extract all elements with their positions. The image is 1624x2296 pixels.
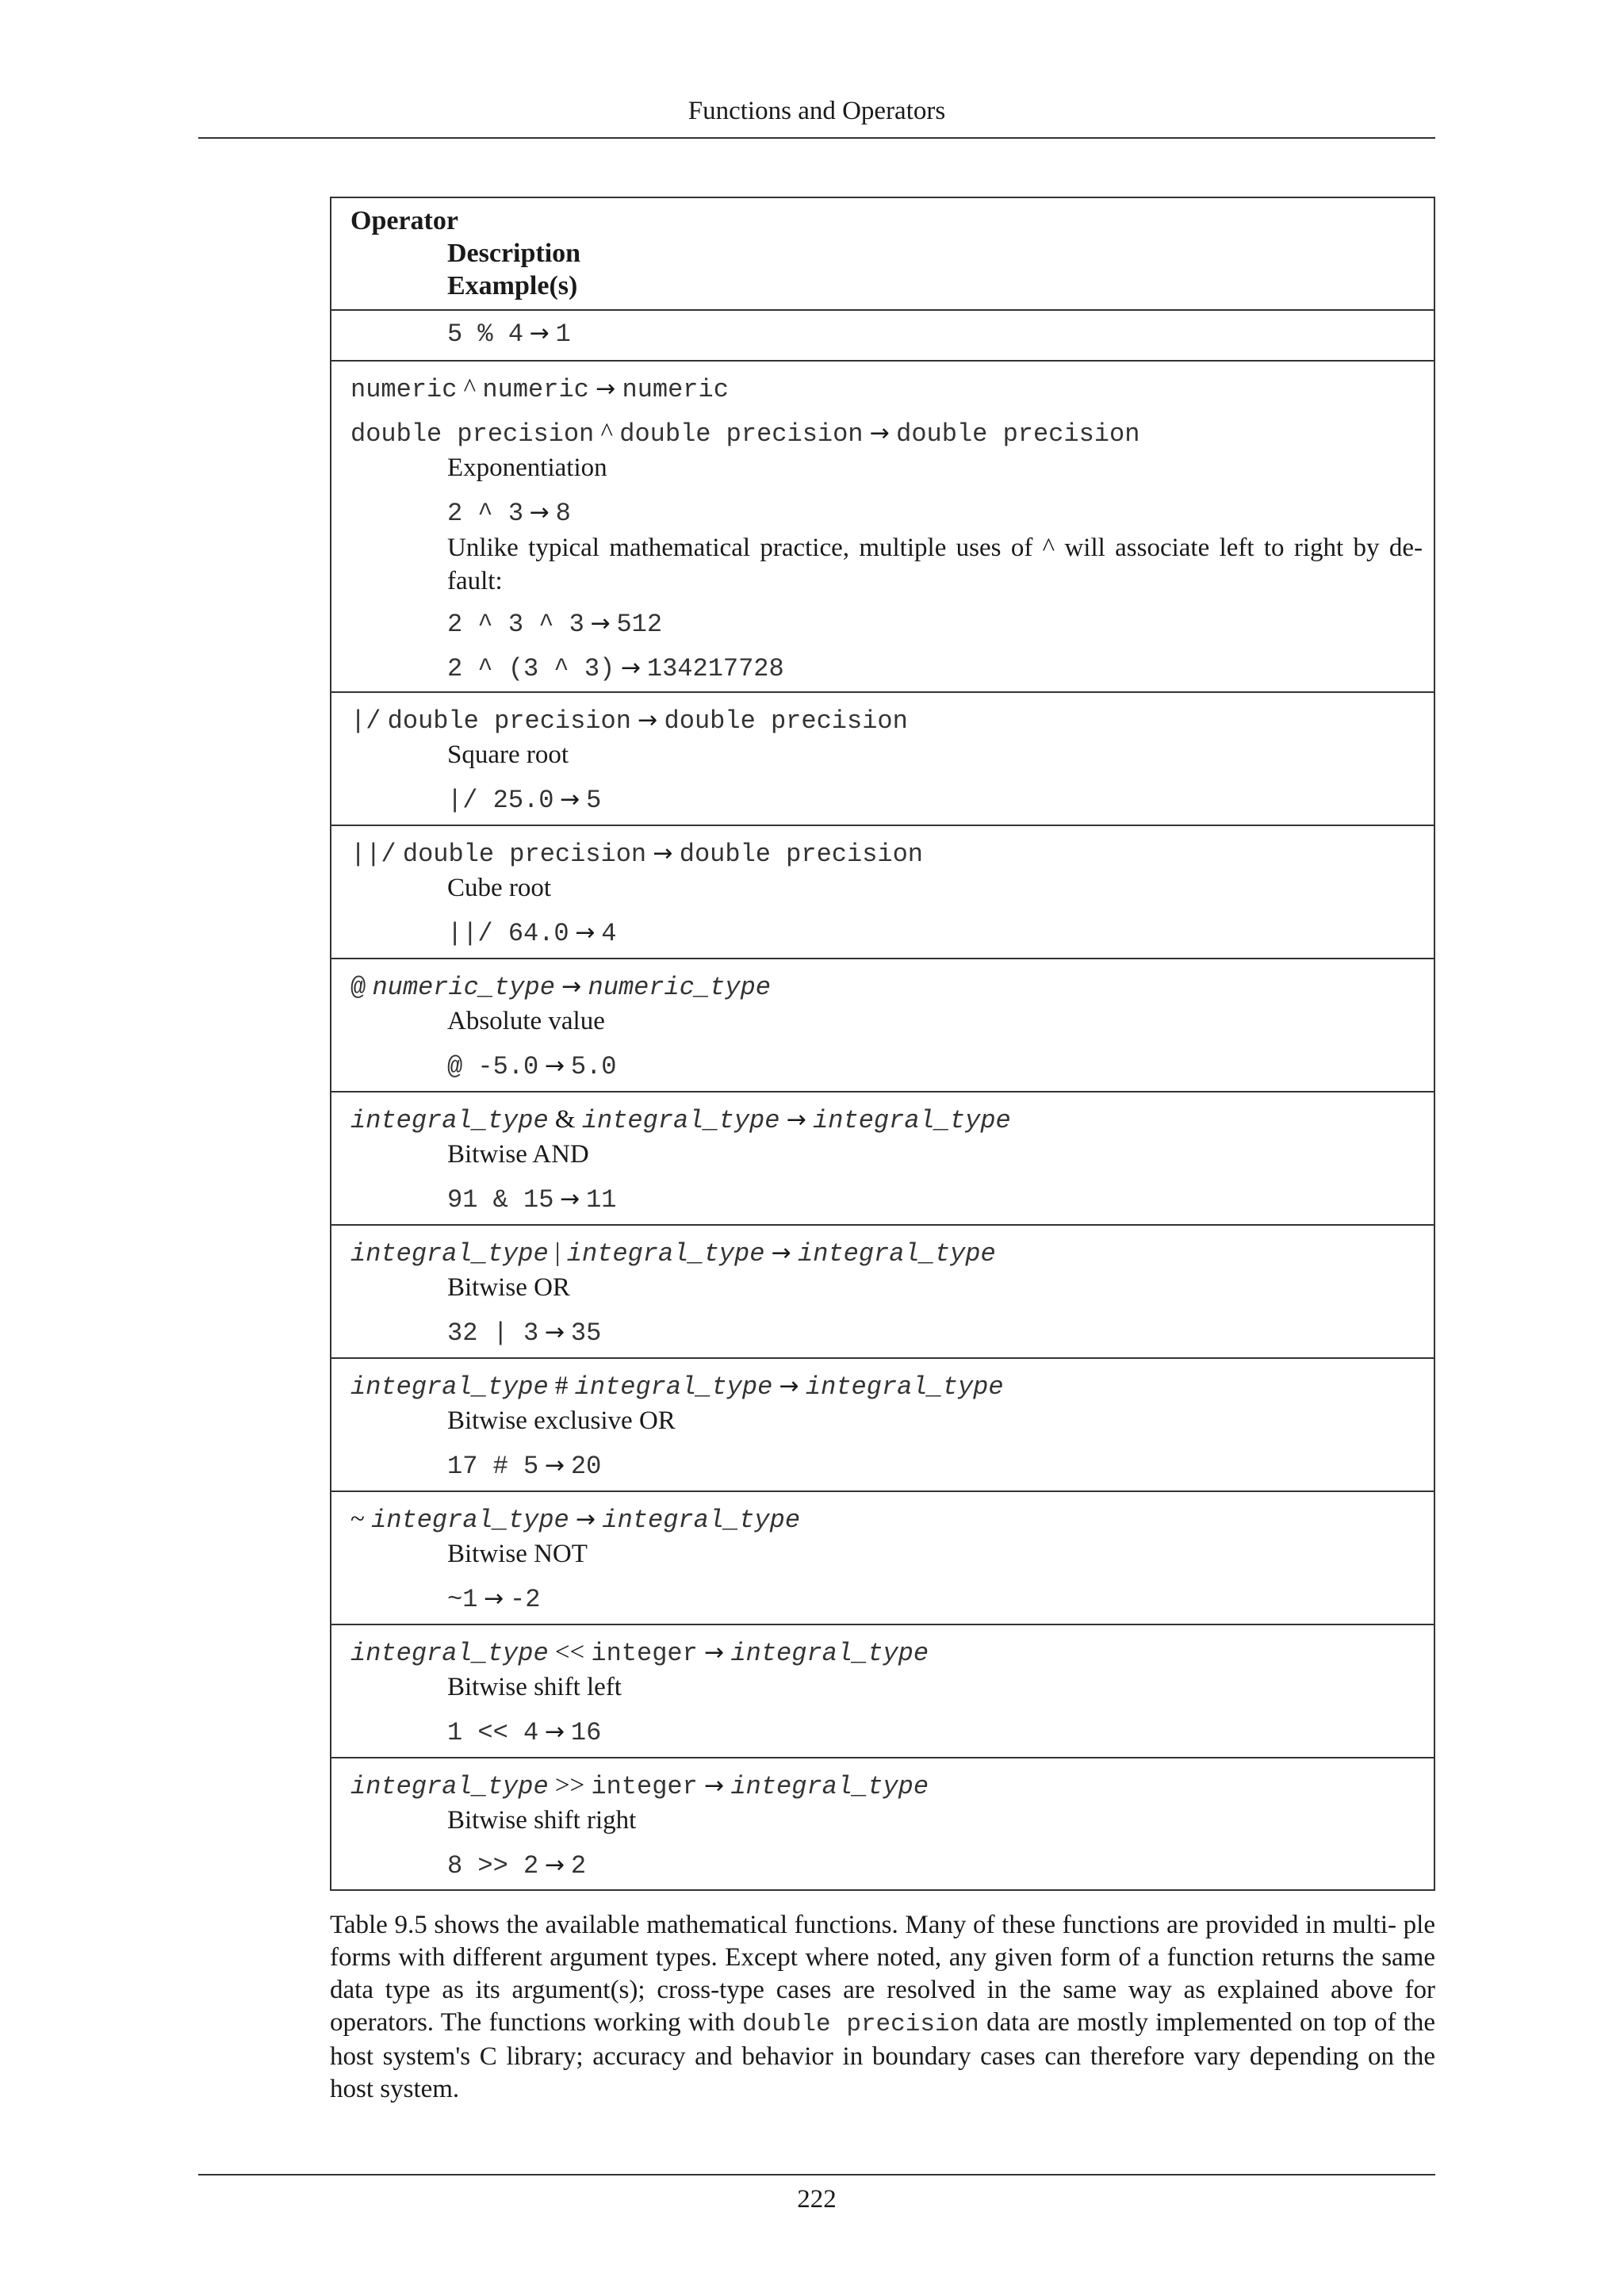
- example-line: |/ 25.0 → 5: [447, 786, 602, 815]
- example-line: 91 & 15 → 11: [447, 1185, 617, 1215]
- paragraph-text: data are mostly implemented on top of the host system's C library; accuracy and behavior in boundary cases can therefore vary depending on the host system.: [330, 2008, 1435, 2103]
- heading-operator: Operator: [350, 206, 458, 235]
- heading-description: Description: [447, 239, 581, 268]
- example-line: 2 ^ 3 ^ 3 → 512: [447, 610, 663, 639]
- paragraph-text: Table 9.5 shows the available mathematical functions. Many of these functions are provided in multi- ple forms with different argument types. Except where noted, any given form of a function returns the same data type as its argument(s); cross-type cases are resolved in the same way as explained above for operators. The functions working with: [330, 1911, 1435, 2037]
- footer-rule: [198, 2174, 1435, 2175]
- signature-line: @ numeric_type → numeric_type: [350, 973, 771, 1002]
- signature-line: numeric ^ numeric → numeric: [350, 374, 729, 404]
- example-line: 1 << 4 → 16: [447, 1718, 602, 1747]
- example-line: 2 ^ 3 → 8: [447, 499, 571, 528]
- heading-examples: Example(s): [447, 271, 578, 300]
- table-row-exponent: [331, 360, 1434, 691]
- example-line: 5 % 4 → 1: [447, 320, 571, 349]
- body-paragraph: [330, 1909, 1435, 2106]
- description-text: Bitwise NOT: [447, 1540, 588, 1568]
- inline-code: double precision: [742, 2011, 979, 2038]
- description-text: Bitwise shift right: [447, 1806, 637, 1835]
- example-line: 32 | 3 → 35: [447, 1318, 602, 1348]
- description-text: Exponentiation: [447, 453, 607, 482]
- description-text: Bitwise shift left: [447, 1673, 622, 1701]
- table-row-modulo-continued: [331, 309, 1434, 360]
- note-text: Unlike typical mathematical practice, multiple uses of ^ will associate left to right by de- fault:: [447, 534, 1423, 595]
- example-line: ||/ 64.0 → 4: [447, 919, 617, 948]
- table-row-bitwise-not: [331, 1490, 1434, 1624]
- description-text: Bitwise exclusive OR: [447, 1406, 676, 1435]
- signature-line: |/ double precision → double precision: [350, 706, 908, 736]
- signature-line: ||/ double precision → double precision: [350, 840, 923, 869]
- example-line: 17 # 5 → 20: [447, 1452, 602, 1481]
- example-line: ~1 → -2: [447, 1585, 541, 1614]
- description-text: Cube root: [447, 874, 552, 902]
- table-row-shift-right: [331, 1757, 1434, 1889]
- example-line: 8 >> 2 → 2: [447, 1851, 587, 1881]
- table-row-shift-left: [331, 1624, 1434, 1757]
- example-line: 2 ^ (3 ^ 3) → 134217728: [447, 654, 784, 683]
- signature-line: integral_type | integral_type → integral_type: [350, 1238, 996, 1269]
- table-row-bitwise-or: [331, 1224, 1434, 1357]
- operator-table: [330, 197, 1435, 1891]
- description-text: Bitwise OR: [447, 1273, 570, 1302]
- signature-line: integral_type # integral_type → integral_type: [350, 1372, 1004, 1402]
- table-row-absolute-value: [331, 958, 1434, 1091]
- table-row-bitwise-and: [331, 1091, 1434, 1224]
- description-text: Bitwise AND: [447, 1140, 589, 1169]
- page-number: 222: [797, 2185, 837, 2214]
- signature-line: integral_type & integral_type → integral_type: [350, 1105, 1011, 1135]
- table-row-cube-root: [331, 825, 1434, 958]
- signature-line: integral_type >> integer → integral_type: [350, 1771, 929, 1801]
- signature-line: double precision ^ double precision → double precision: [350, 419, 1140, 449]
- header-rule: [198, 137, 1435, 139]
- signature-line: integral_type << integer → integral_type: [350, 1638, 929, 1668]
- example-line: @ -5.0 → 5.0: [447, 1052, 617, 1081]
- table-header: [331, 198, 1434, 309]
- running-header: Functions and Operators: [688, 97, 946, 125]
- table-row-bitwise-xor: [331, 1357, 1434, 1490]
- description-text: Absolute value: [447, 1007, 605, 1035]
- description-text: Square root: [447, 740, 569, 769]
- signature-line: ~ integral_type → integral_type: [350, 1505, 801, 1535]
- table-row-square-root: [331, 691, 1434, 825]
